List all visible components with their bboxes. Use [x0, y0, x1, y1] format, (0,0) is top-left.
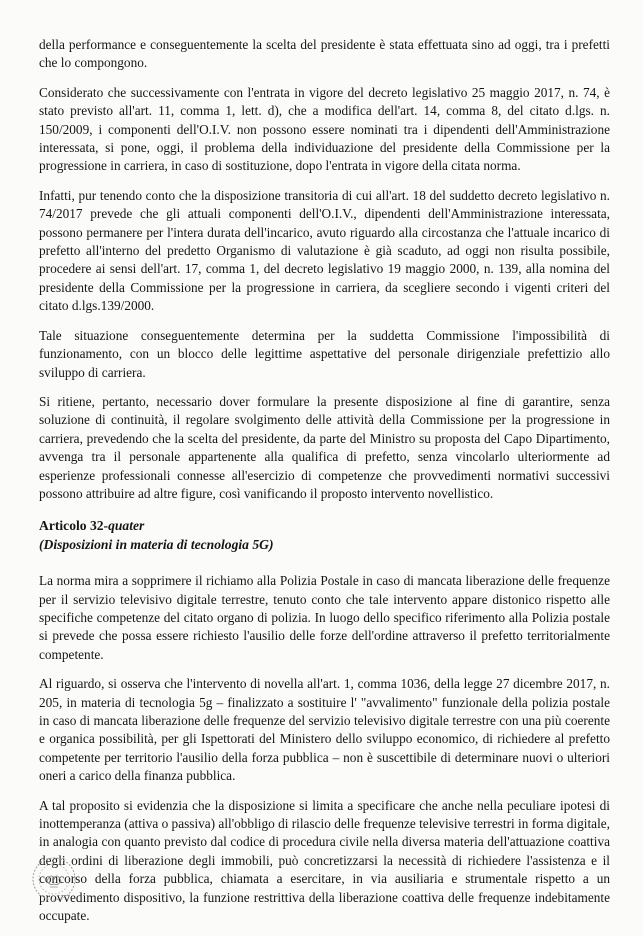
paragraph-tale-situazione: Tale situazione conseguentemente determina per la suddetta Commissione l'impossibilità di funzionamento, con un blocco delle legittime aspettative del personale dirigenziale prefettizio allo sviluppo di carriera.	[39, 327, 610, 380]
paragraph-continuation: della performance e conseguentemente la scelta del presidente è stata effettuata sino ad oggi, tra i prefetti che lo compongono.	[39, 37, 610, 71]
article-subtitle: (Disposizioni in materia di tecnologia 5G)	[39, 536, 274, 552]
official-seal-stamp-icon	[30, 855, 78, 903]
article-label-suffix: quater	[108, 518, 145, 534]
document-page	[39, 36, 610, 936]
paragraph-la-norma: La norma mira a sopprimere il richiamo alla Polizia Postale in caso di mancata liberazione delle frequenze per il servizio televisivo digitale terrestre, tenuto conto che tale intervento appare distonico rispetto alle specifiche competenze del citato organo di polizia. In luogo dello specifico riferimento alla Polizia postale si prevede che possa essere richiesto l'ausilio delle forze dell'ordine attraverso il prefetto territorialmente competente.	[39, 573, 610, 662]
article-heading	[39, 517, 610, 554]
paragraph-si-ritiene: Si ritiene, pertanto, necessario dover formulare la presente disposizione al fine di garantire, senza soluzione di continuità, il regolare svolgimento delle attività della Commissione per la progressione in carriera, prevedendo che la scelta del presidente, da parte del Ministro su proposta del Capo Dipartimento, avvenga tra il personale appartenente alla qualifica di prefetto, senza vincolarlo ulteriormente ad esperienze professionali connesse all'esercizio di competenze che provvedimenti normativi successivi possono attribuire ad altre figure, così vanificando il proposto intervento novellistico.	[39, 393, 610, 501]
paragraph-infatti: Infatti, pur tenendo conto che la disposizione transitoria di cui all'art. 18 del suddetto decreto legislativo n. 74/2017 prevede che gli attuali componenti dell'O.I.V., dipendenti dell'Amministrazione interessata, possono permanere per l'intera durata dell'incarico, avuto riguardo alla circostanza che l'attuale incarico di prefetto all'interno del predetto Organismo di valutazione è già scaduto, ad oggi non risulta possibile, procedere ai sensi dell'art. 17, comma 1, del decreto legislativo 19 maggio 2000, n. 139, alla nomina del presidente della Commissione per la progressione in carriera, da scegliere secondo i vigenti criteri del citato d.lgs.139/2000.	[39, 187, 610, 314]
article-label: Articolo 32-	[39, 518, 109, 534]
article-title	[39, 517, 610, 535]
paragraph-al-riguardo: Al riguardo, si osserva che l'intervento di novella all'art. 1, comma 1036, della legge 27 dicembre 2017, n. 205, in materia di tecnologia 5g – finalizzato a sostituire l' "avvalimento" funzionale della polizia postale in caso di mancata liberazione delle frequenze del servizio televisivo digitale terrestre con una più coerente e organica possibilità, per gli Ispettorati del Ministero dello sviluppo economico, di richiedere al prefetto competente per territorio l'ausilio della forza pubblica – non è suscettibile di determinare nuovi o ulteriori oneri a carico della finanza pubblica.	[39, 676, 610, 784]
paragraph-a-tal-proposito: A tal proposito si evidenzia che la disposizione si limita a specificare che anche nella peculiare ipotesi di inottemperanza (attiva o passiva) all'obbligo di rilascio delle frequenze televisive terrestri in forma digitale, in analogia con quanto previsto dal codice di procedura civile nella diversa materia dell'attuazione coattiva degli ordini di liberazione degli immobili, può concretizzarsi la necessità di richiedere l'assistenza e il concorso della forza pubblica, chiamata a esercitare, in via ausiliaria e strumentale rispetto a un provvedimento dispositivo, la funzione restrittiva della liberazione coattiva delle frequenze indebitamente occupate.	[39, 797, 610, 924]
paragraph-considerato: Considerato che successivamente con l'entrata in vigore del decreto legislativo 25 maggio 2017, n. 74, è stato previsto all'art. 11, comma 1, lett. d), che a modifica dell'art. 14, comma 8, del citato d.lgs. n. 150/2009, i componenti dell'O.I.V. non possono essere nominati tra i dipendenti dell'Amministrazione interessata, si pone, oggi, il problema della individuazione del presidente della Commissione per la progressione in carriera, in caso di sostituzione, dopo l'entrata in vigore della citata norma.	[39, 84, 610, 174]
